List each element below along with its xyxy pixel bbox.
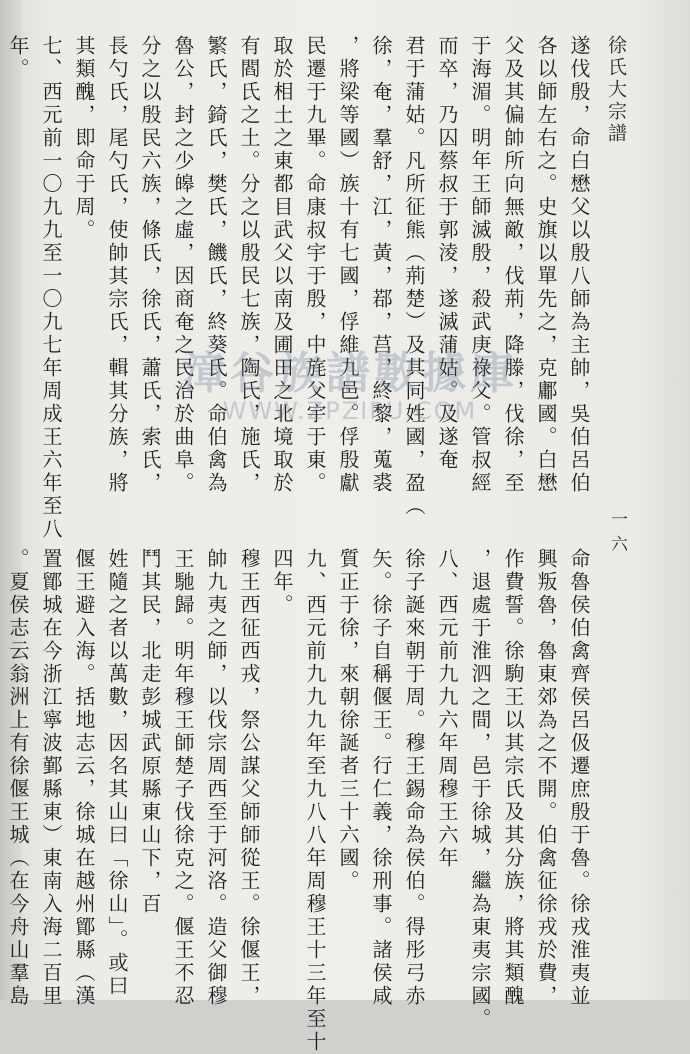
text-column: 父及其偏帥所向無敵，伐荊，降滕，伐徐，至 <box>501 35 525 495</box>
text-column: 姓隨之者以萬數，因名其山曰「徐山」。或曰 <box>105 548 129 998</box>
text-column: 矢。徐子自稱偃王。行仁義，徐刑事。諸侯咸 <box>369 548 393 1008</box>
page-number: 一六 <box>607 510 627 560</box>
watermark-sub: WWW.ZPZIPU.COM <box>222 397 478 425</box>
text-column: 取於相土之東都目武父以南及圃田之北境取於 <box>270 35 294 495</box>
text-column: 。夏侯志云翁洲上有徐偃王城（在今舟山羣島 <box>6 548 30 1008</box>
text-column: 鬥其民，北走彭城武原縣東山下，百 <box>138 548 162 916</box>
lower-text-block <box>0 548 592 1054</box>
text-column: 其類醜，即命于周。 <box>72 35 96 242</box>
text-column: 民遷于九畢。命康叔宇于殷，中旄父宇于東。 <box>303 35 327 495</box>
upper-text-block <box>0 35 592 541</box>
text-column: 命魯侯伯禽齊侯呂伋遷庶殷于魯。徐戎淮夷並 <box>567 548 591 1008</box>
text-column: 于海湄。明年王師滅殷，殺武庚祿父。管叔經 <box>468 35 492 495</box>
text-column: 興叛魯，魯東郊為之不開。伯禽征徐戎於費， <box>534 548 558 1008</box>
text-column: 帥九夷之師，以伐宗周西至于河洛。造父御穆 <box>204 548 228 1008</box>
text-column: 年。 <box>6 35 30 81</box>
text-column: 質正于徐，來朝徐誕者三十六國。 <box>336 548 360 893</box>
text-column: 長勺氏，尾勺氏，使帥其宗氏，輯其分族，將 <box>105 35 129 495</box>
text-column: 七、西元前一〇九九至一〇九七年周成王六年至八 <box>39 35 63 541</box>
text-column: 八、西元前九九六年周穆王六年 <box>435 548 459 870</box>
text-column: 君于蒲姑。凡所征熊（荊楚）及其同姓國，盈（ <box>402 35 426 518</box>
text-column: 置鄮城在今浙江寧波鄞縣東）東南入海二百里 <box>39 548 63 1008</box>
text-column: 繁氏，錡氏，樊氏，饑氏，終葵氏。命伯禽為 <box>204 35 228 495</box>
running-title: 徐氏大宗譜 <box>605 35 627 145</box>
watermark-main: 漳谷族譜數據庫 <box>182 348 518 399</box>
text-column: 穆王西征西戎，祭公謀父師師從王。徐偃王， <box>237 548 261 1008</box>
text-column: 魯公，封之少皞之虛，因商奄之民治於曲阜。 <box>171 35 195 495</box>
text-column: 王馳歸。明年穆王師楚子伐徐克之。偃王不忍 <box>171 548 195 1008</box>
text-column: ，將梁等國）族十有七國，俘維九邑。俘殷獻 <box>336 35 360 495</box>
text-column: 徐子誕來朝于周。穆王錫命為侯伯。得彤弓赤 <box>402 548 426 1008</box>
text-column: 分之以殷民六族，條氏，徐氏，蕭氏，索氏， <box>138 35 162 495</box>
text-column: 作費誓。徐駒王以其宗氏及其分族，將其類醜 <box>501 548 525 1008</box>
text-column: 徐，奄，羣舒，江，黃，鄀，莒，終黎，蒐裘 <box>369 35 393 495</box>
text-column: 而卒，乃囚蔡叔于郭淩，遂滅蒲姑。及遂奄 <box>435 35 459 472</box>
text-column: 四年。 <box>270 548 294 617</box>
text-column: 各以師左右之。史旗以單先之，克鄘國。白懋 <box>534 35 558 495</box>
text-column: 有閻氏之土。分之以殷民七族，陶氏，施氏， <box>237 35 261 495</box>
text-column: 九、西元前九九九年至九八八年周穆王十三年至十 <box>303 548 327 1054</box>
text-column: 偃王避入海。括地志云，徐城在越州鄮縣（漢 <box>72 548 96 1008</box>
text-column: 遂伐殷，命白懋父以殷八師為主帥，吳伯呂伯 <box>567 35 591 495</box>
text-column: ，退處于淮泗之間，邑于徐城，繼為東夷宗國。 <box>468 548 492 1031</box>
